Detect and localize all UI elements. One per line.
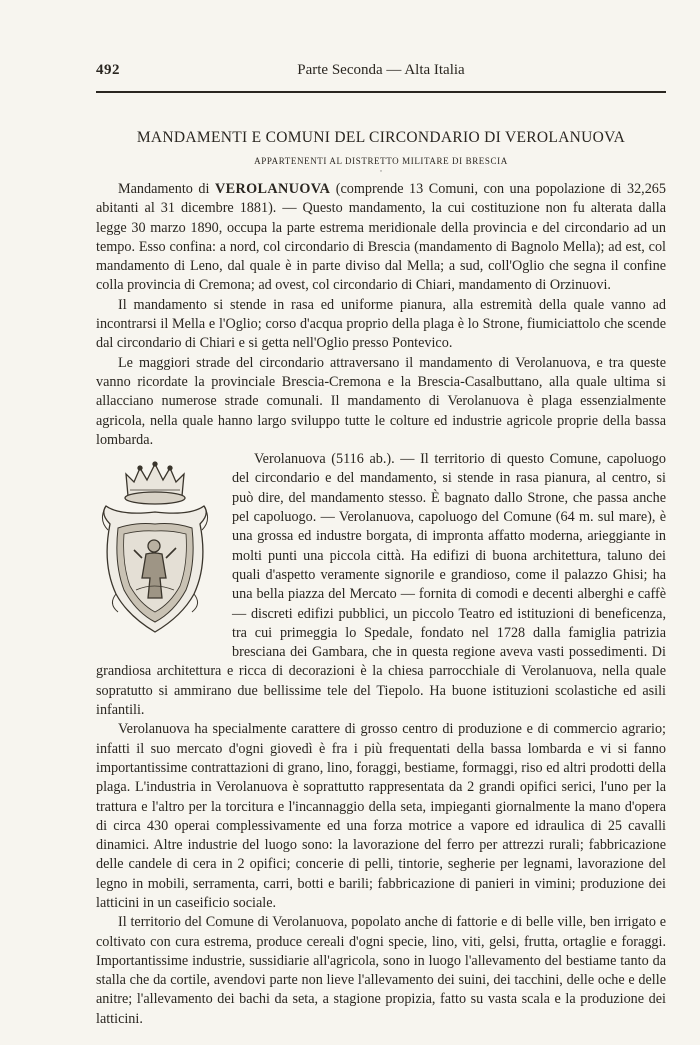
page-header [96,62,666,89]
paragraph-with-emblem [96,450,666,720]
section-title: MANDAMENTI E COMUNI DEL CIRCONDARIO DI VEROLANUOVA [136,129,626,146]
paragraph-text: Verolanuova (5116 ab.). — Il territorio di questo Comune, capoluogo del circondario e del mandamento, si stende in rasa pianura, al centro, si può dire, del mandamento stesso. È bagnato dallo Strone, che passa anche pel capoluogo. — Verolanuova, capoluogo del Comune (64 m. sul mare), è una grossa ed industre borgata, di impronta affatto moderna, arieggiante in molti punti una piccola città. Ha edifizi di buona architettura, taluno dei quali d'aspetto veramente signorile e grandioso, come il palazzo Ghisi; ha una bella piazza del Mercato — fornita di comodi e decenti alberghi e caffè — discreti edifizi pubblici, un piccolo Teatro ed istituzioni di beneficenza, tra cui primeggia lo Spedale, fondato nel 1728 dalla famiglia patrizia bresciana dei Gambara, che in questa regione aveva vasti possedimenti. Di grandiosa architettura e ricca di decorazioni è la chiesa parrocchiale di Verolanuova, nella quale sopratutto si ammirano due bellissime tele del Tiepolo. Ha buone istituzioni scolastiche ed asili infantili. [96,451,666,719]
paragraph: Le maggiori strade del circondario attraversano il mandamento di Verolanuova, e tra queste vanno ricordate la provinciale Brescia-Cremona e la Brescia-Casalbuttano, alla quale ultima si allacciano numerose strade comunali. Il mandamento di Verolanuova è plaga essenzialmente agricola, nella quale hanno largo sviluppo tutte le colture ed industrie agricole proprie della bassa lombarda. [96,354,666,448]
paragraph [96,180,666,296]
paragraph-lead: Mandamento di [118,181,210,197]
paragraph: Il territorio del Comune di Verolanuova, popolato anche di fattorie e di belle ville, ben irrigato e coltivato con cura estrema, produce cereali d'ogni specie, lino, viti, gelsi, frutta, ortaglie e foraggi. Importantissime industrie, sussidiarie all'agricola, sono in luogo l'allevamento del bestiame tanto da stalla che da cortile, avendovi parte non lieve l'allevamento dei suini, dei tacchini, delle oche e delle anitre; l'allevamento dei bachi da seta, a stagione propizia, fatto su vasta scala e la produzione dei latticini. [96,914,666,1027]
ornament-dot: · [379,166,383,176]
article-body [96,180,666,1029]
paragraph: Il mandamento si stende in rasa ed uniforme pianura, alla estremità della quale vanno ad incontrarsi il Mella e l'Oglio; corso d'acqua proprio della plaga è lo Strone, fiumiciattolo che scende dal circondario di Chiari e si getta nell'Oglio presso Pontevico. [96,296,666,352]
paragraph-text: (comprende 13 Comuni, con una popolazione di 32,265 abitanti al 31 dicembre 1881). — Questo mandamento, la cui costituzione non fu alterata dalla legge 30 marzo 1890, occupa la parte estrema meridionale della provincia e del circondario ad un tempo. Esso confina: a nord, col circondario di Brescia (mandamento di Bagnolo Mella); ad est, col mandamento di Leno, dal quale è in parte diviso dal Mella; a sud, coll'Oglio che segna il confine colla provincia di Cremona; ad ovest, col circondario di Chiari, mandamento di Orzinuovi. [96,181,666,294]
page-number: 492 [96,62,120,78]
section-subtitle: APPARTENENTI AL DISTRETTO MILITARE DI BRESCIA [254,156,508,166]
mandamento-name: VEROLANUOVA [214,181,331,197]
paragraph: Verolanuova ha specialmente carattere di grosso centro di produzione e di commercio agrario; infatti il suo mercato d'ogni giovedì è fra i più frequentati della bassa lombarda e vi si fanno importantissime contrattazioni di grano, lino, foraggi, bestiame, formaggi, riso ed altri prodotti della plaga. L'industria in Verolanuova è soprattutto rappresentata da 2 grandi opifici serici, l'uno per la trattura e l'altro per la torcitura e l'incannaggio della seta, impieganti giornalmente la mano d'opera di circa 430 operai complessivamente ed una forza motrice a vapore ed idraulica di 25 cavalli dinamici. Altre industrie del luogo sono: la lavorazione del ferro per attrezzi rurali; fabbricazione delle candele di cera in 2 opifici; concerie di pelli, tintorie, segherie per legnami, lavorazione del legno in mobili, serramenta, carri, botti e barili; fabbricazione di panieri in vimini; produzione dei latticini in un caseificio sociale. [96,721,666,911]
running-title: Parte Seconda — Alta Italia [297,62,465,78]
page [96,62,666,1029]
header-rule [96,91,666,93]
coat-of-arms-icon [90,454,220,644]
